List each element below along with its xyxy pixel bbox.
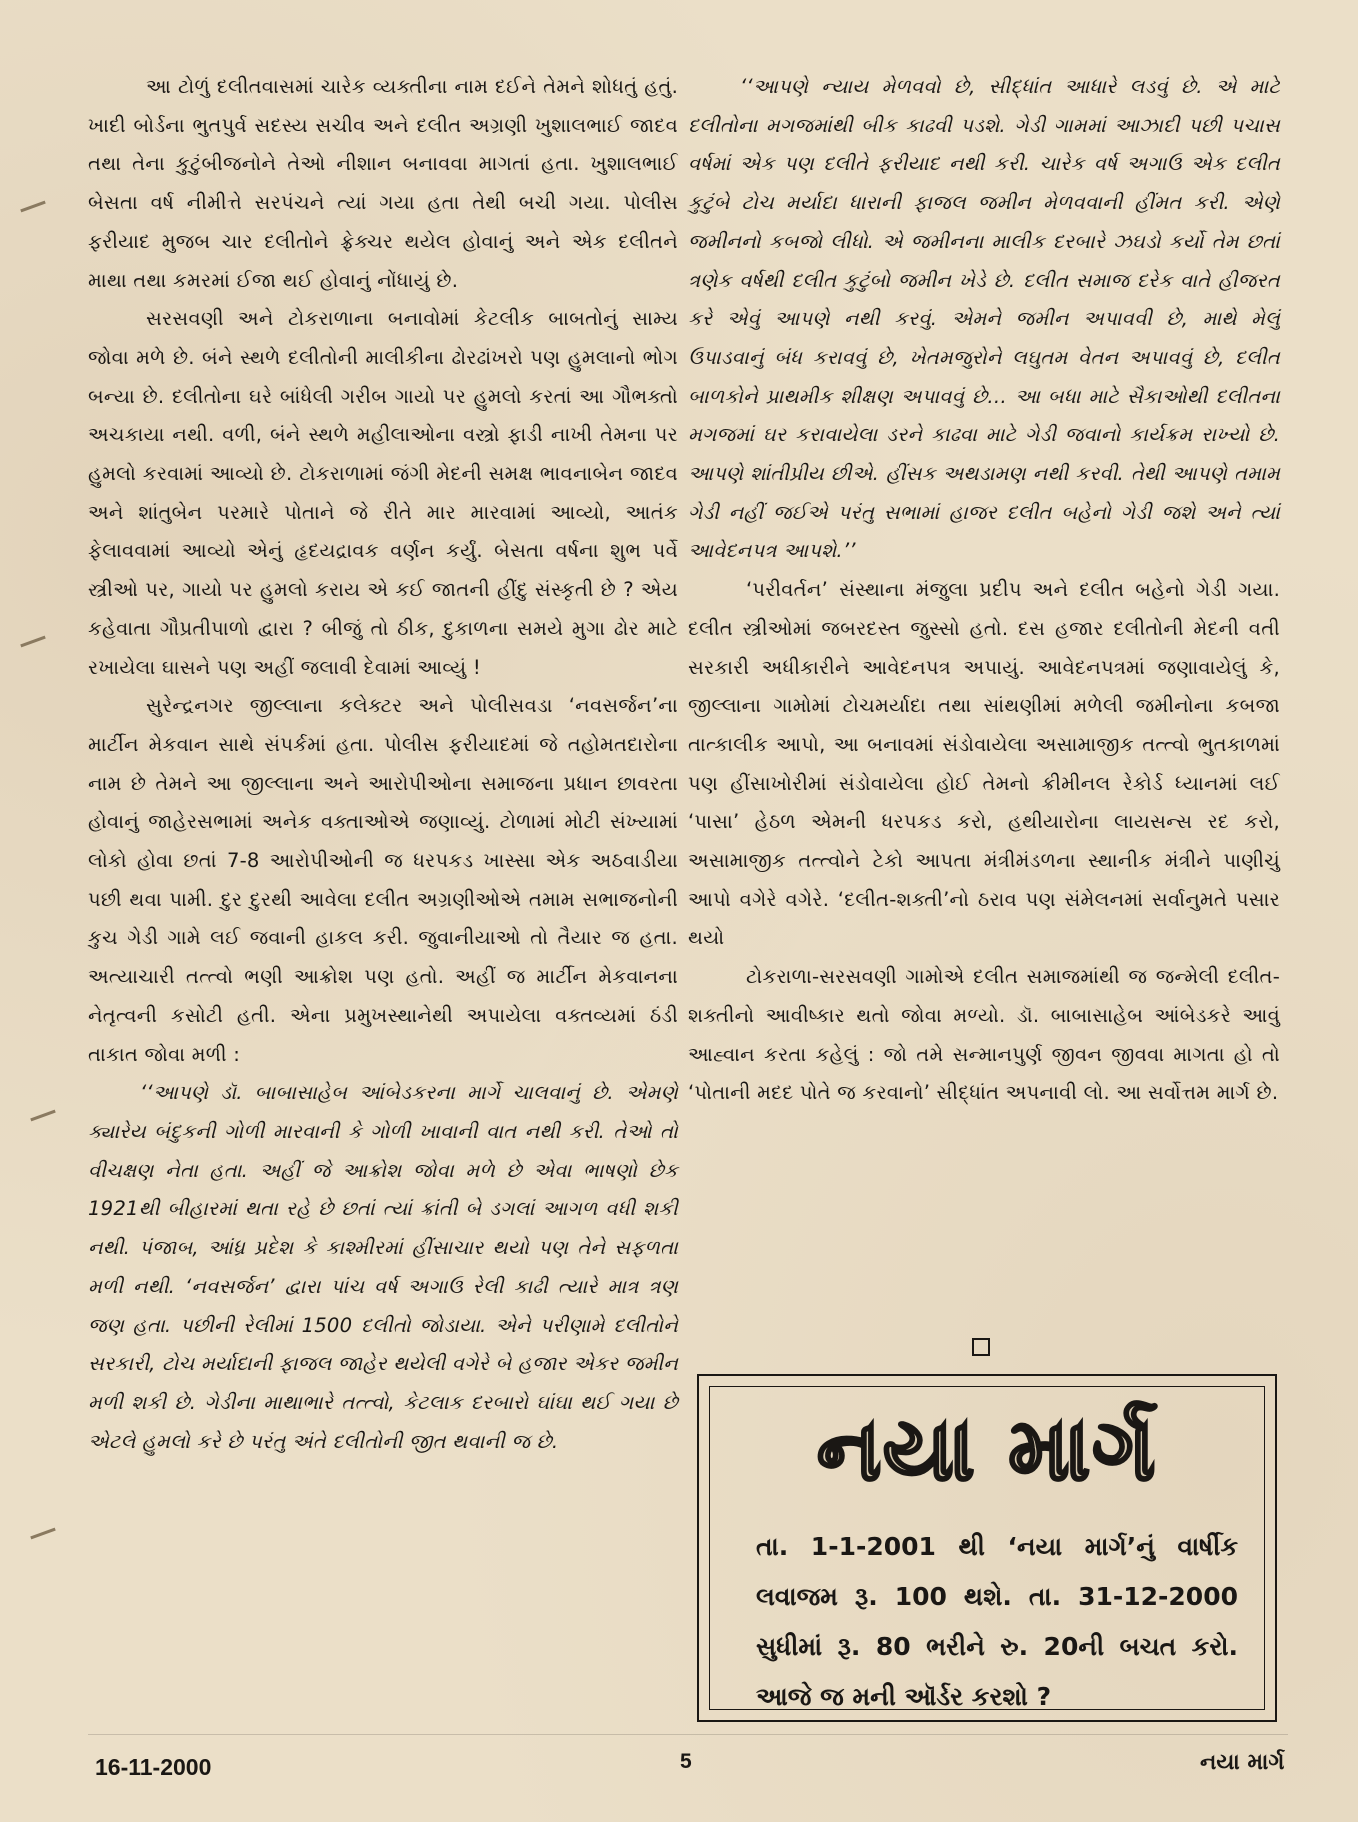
quoted-speech: ‘‘આપણે ન્યાય મેળવવો છે, સીદ્ધાંત આધારે લડવું છે. એ માટે દલીતોના મગજમાંથી બીક કાઢવી પડશે. ગેડી ગામમાં આઝાદી પછી પચાસ વર્ષમાં એક પણ દલીતે ફરીયાદ નથી કરી. ચારેક વર્ષ અગાઉ એક દલીત કુટુંબે ટોચ મર્યાદા ધારાની ફાજલ જમીન મેળવવાની હીંમત કરી. એણે જમીનનો કબજો લીધો. એ જમીનના માલીક દરબારે ઝઘડો કર્યો તેમ છતાં ત્રણેક વર્ષથી દલીત કુટુંબો જમીન ખેડે છે. દલીત સમાજ દરેક વાતે હીજરત કરે એવું આપણે નથી કરવું. એમને જમીન અપાવવી છે, માથે મેલું ઉપાડવાનું બંધ કરાવવું છે, ખેતમજુરોને લઘુતમ વેતન અપાવવું છે, દલીત બાળકોને પ્રાથમીક શીક્ષણ અપાવવું છે… આ બધા માટે સૈકાઓથી દલીતના મગજમાં ઘર કરાવાયેલા ડરને કાઢવા માટે ગેડી જવાનો કાર્યક્રમ રાખ્યો છે. આપણે શાંતીપ્રીય છીએ. હીંસક અથડામણ નથી કરવી. તેથી આપણે તમામ ગેડી નહીં જઈએ પરંતુ સભામાં હાજર દલીત બહેનો ગેડી જશે અને ત્યાં આવેદનપત્ર આપશે.’’ — [688, 75, 1280, 563]
article-paragraph: સુરેન્દ્રનગર જીલ્લાના કલેક્ટર અને પોલીસવડા ‘નવસર્જન’ના માર્ટીન મેકવાન સાથે સંપર્કમાં હતા. પોલીસ ફરીયાદમાં જે તહોમતદારોના નામ છે તેમને આ જીલ્લાના અને આરોપીઓના સમાજના પ્રધાન છાવરતા હોવાનું જાહેરસભામાં અનેક વક્તાઓએ જણાવ્યું. ટોળામાં મોટી સંખ્યામાં લોકો હોવા છતાં 7-8 આરોપીઓની જ ધરપકડ ખાસ્સા એક અઠવાડીયા પછી થવા પામી. દુર દુરથી આવેલા દલીત અગ્રણીઓએ તમામ સભાજનોની કુચ ગેડી ગામે લઈ જવાની હાકલ કરી. જુવાનીયાઓ તો તૈયાર જ હતા. અત્યાચારી તત્ત્વો ભણી આક્રોશ પણ હતો. અહીં જ માર્ટીન મેકવાનના નેતૃત્વની કસોટી હતી. એના પ્રમુખસ્થાનેથી અપાયેલા વક્તવ્યમાં ઠંડી તાકાત જોવા મળી : — [88, 694, 678, 1066]
staple-mark — [20, 201, 45, 213]
subscription-ad-box — [697, 1374, 1277, 1722]
end-of-article-mark — [972, 1338, 990, 1356]
publication-name: નયા માર્ગ — [1200, 1750, 1285, 1775]
left-column — [88, 68, 678, 1461]
staple-mark — [30, 1528, 55, 1540]
staple-mark — [30, 1110, 55, 1122]
ad-title: નયા માર્ગ — [816, 1400, 1158, 1500]
footer-date: 16-11-2000 — [95, 1754, 212, 1780]
footer-divider — [88, 1734, 1288, 1735]
right-column — [688, 68, 1280, 1113]
ad-text: તા. 1-1-2001 થી ‘નયા માર્ગ’નું વાર્ષીક લવાજમ રૂ. 100 થશે. તા. 31-12-2000 સુધીમાં રૂ. 80 ભરીને રુ. 20ની બચત કરો. આજે જ મની ઑર્ડર કરશો ? — [756, 1532, 1238, 1711]
ad-inner-border — [709, 1386, 1265, 1710]
article-paragraph: આ ટોળું દલીતવાસમાં ચારેક વ્યક્તીના નામ દઈને તેમને શોધતું હતું. ખાદી બોર્ડના ભુતપુર્વ સદસ્ય સચીવ અને દલીત અગ્રણી ખુશાલભાઈ જાદવ તથા તેના કુટુંબીજનોને તેઓ નીશાન બનાવવા માગતાં હતા. ખુશાલભાઈ બેસતા વર્ષ નીમીત્તે સરપંચને ત્યાં ગયા હતા તેથી બચી ગયા. પોલીસ ફરીયાદ મુજબ ચાર દલીતોને ફ્રેક્ચર થયેલ હોવાનું અને એક દલીતને માથા તથા કમરમાં ઈજા થઈ હોવાનું નોંધાયું છે. — [88, 75, 678, 292]
quoted-speech: ‘‘આપણે ડૉ. બાબાસાહેબ આંબેડકરના માર્ગે ચાલવાનું છે. એમણે ક્યારેય બંદુકની ગોળી મારવાની કે ગોળી ખાવાની વાત નથી કરી. તેઓ તો વીચક્ષણ નેતા હતા. અહીં જે આક્રોશ જોવા મળે છે એવા ભાષણો છેક 1921થી બીહારમાં થતા રહે છે છતાં ત્યાં ક્રાંતી બે ડગલાં આગળ વધી શકી નથી. પંજાબ, આંધ્ર પ્રદેશ કે કાશ્મીરમાં હીંસાચાર થયો પણ તેને સફળતા મળી નથી. ‘નવસર્જન’ દ્વારા પાંચ વર્ષ અગાઉ રેલી કાઢી ત્યારે માત્ર ત્રણ જણ હતા. પછીની રેલીમાં 1500 દલીતો જોડાયા. એને પરીણામે દલીતોને સરકારી, ટોચ મર્યાદાની ફાજલ જાહેર થયેલી વગેરે બે હજાર એકર જમીન મળી શકી છે. ગેડીના માથાભારે તત્ત્વો, કેટલાક દરબારો ઘાંઘા થઈ ગયા છે એટલે હુમલો કરે છે પરંતુ અંતે દલીતોની જીત થવાની જ છે. — [88, 1081, 678, 1453]
article-paragraph: ‘પરીવર્તન’ સંસ્થાના મંજુલા પ્રદીપ અને દલીત બહેનો ગેડી ગયા. દલીત સ્ત્રીઓમાં જબરદસ્ત જુસ્સો હતો. દસ હજાર દલીતોની મેદની વતી સરકારી અધીકારીને આવેદનપત્ર અપાયું. આવેદનપત્રમાં જણાવાયેલું કે, જીલ્લાના ગામોમાં ટોચમર્યાદા તથા સાંથણીમાં મળેલી જમીનોના કબજા તાત્કાલીક આપો, આ બનાવમાં સંડોવાયેલા અસામાજીક તત્ત્વો ભુતકાળમાં પણ હીંસાખોરીમાં સંડોવાયેલા હોઈ તેમનો ક્રીમીનલ રેકોર્ડ ધ્યાનમાં લઈ ‘પાસા’ હેઠળ એમની ધરપકડ કરો, હથીયારોના લાયસન્સ રદ કરો, અસામાજીક તત્ત્વોને ટેકો આપતા મંત્રીમંડળના સ્થાનીક મંત્રીને પાણીચું આપો વગેરે વગેરે. ‘દલીત-શક્તી’નો ઠરાવ પણ સંમેલનમાં સર્વાનુમતે પસાર થયો — [688, 578, 1280, 950]
staple-mark — [20, 636, 45, 648]
page-number: 5 — [680, 1750, 692, 1773]
article-paragraph: સરસવણી અને ટોકરાળાના બનાવોમાં કેટલીક બાબતોનું સામ્ય જોવા મળે છે. બંને સ્થળે દલીતોની માલીકીના ઢોરઢાંખરો પણ હુમલાનો ભોગ બન્યા છે. દલીતોના ઘરે બાંધેલી ગરીબ ગાયો પર હુમલો કરતાં આ ગૌભક્તો અચકાયા નથી. વળી, બંને સ્થળે મહીલાઓના વસ્ત્રો ફાડી નાખી તેમના પર હુમલો કરવામાં આવ્યો છે. ટોકરાળામાં જંગી મેદની સમક્ષ ભાવનાબેન જાદવ અને શાંતુબેન પરમારે પોતાને જે રીતે માર મારવામાં આવ્યો, આતંક ફેલાવવામાં આવ્યો એનું હૃદયદ્રાવક વર્ણન કર્યું. બેસતા વર્ષના શુભ પર્વે સ્ત્રીઓ પર, ગાયો પર હુમલો કરાય એ કઈ જાતની હીંદુ સંસ્કૃતી છે ? એય કહેવાતા ગૌપ્રતીપાળો દ્વારા ? બીજું તો ઠીક, દુકાળના સમયે મુગા ઢોર માટે રખાયેલા ઘાસને પણ અહીં જલાવી દેવામાં આવ્યું ! — [88, 307, 678, 679]
article-paragraph: ટોકરાળા-સરસવણી ગામોએ દલીત સમાજમાંથી જ જન્મેલી દલીત-શક્તીનો આવીષ્કાર થતો જોવા મળ્યો. ડૉ. બાબાસાહેબ આંબેડકરે આવું આહ્વાન કરતા કહેલું : જો તમે સન્માનપુર્ણ જીવન જીવવા માગતા હો તો ‘પોતાની મદદ પોતે જ કરવાનો’ સીદ્ધાંત અપનાવી લો. આ સર્વોત્તમ માર્ગ છે. — [688, 965, 1280, 1105]
